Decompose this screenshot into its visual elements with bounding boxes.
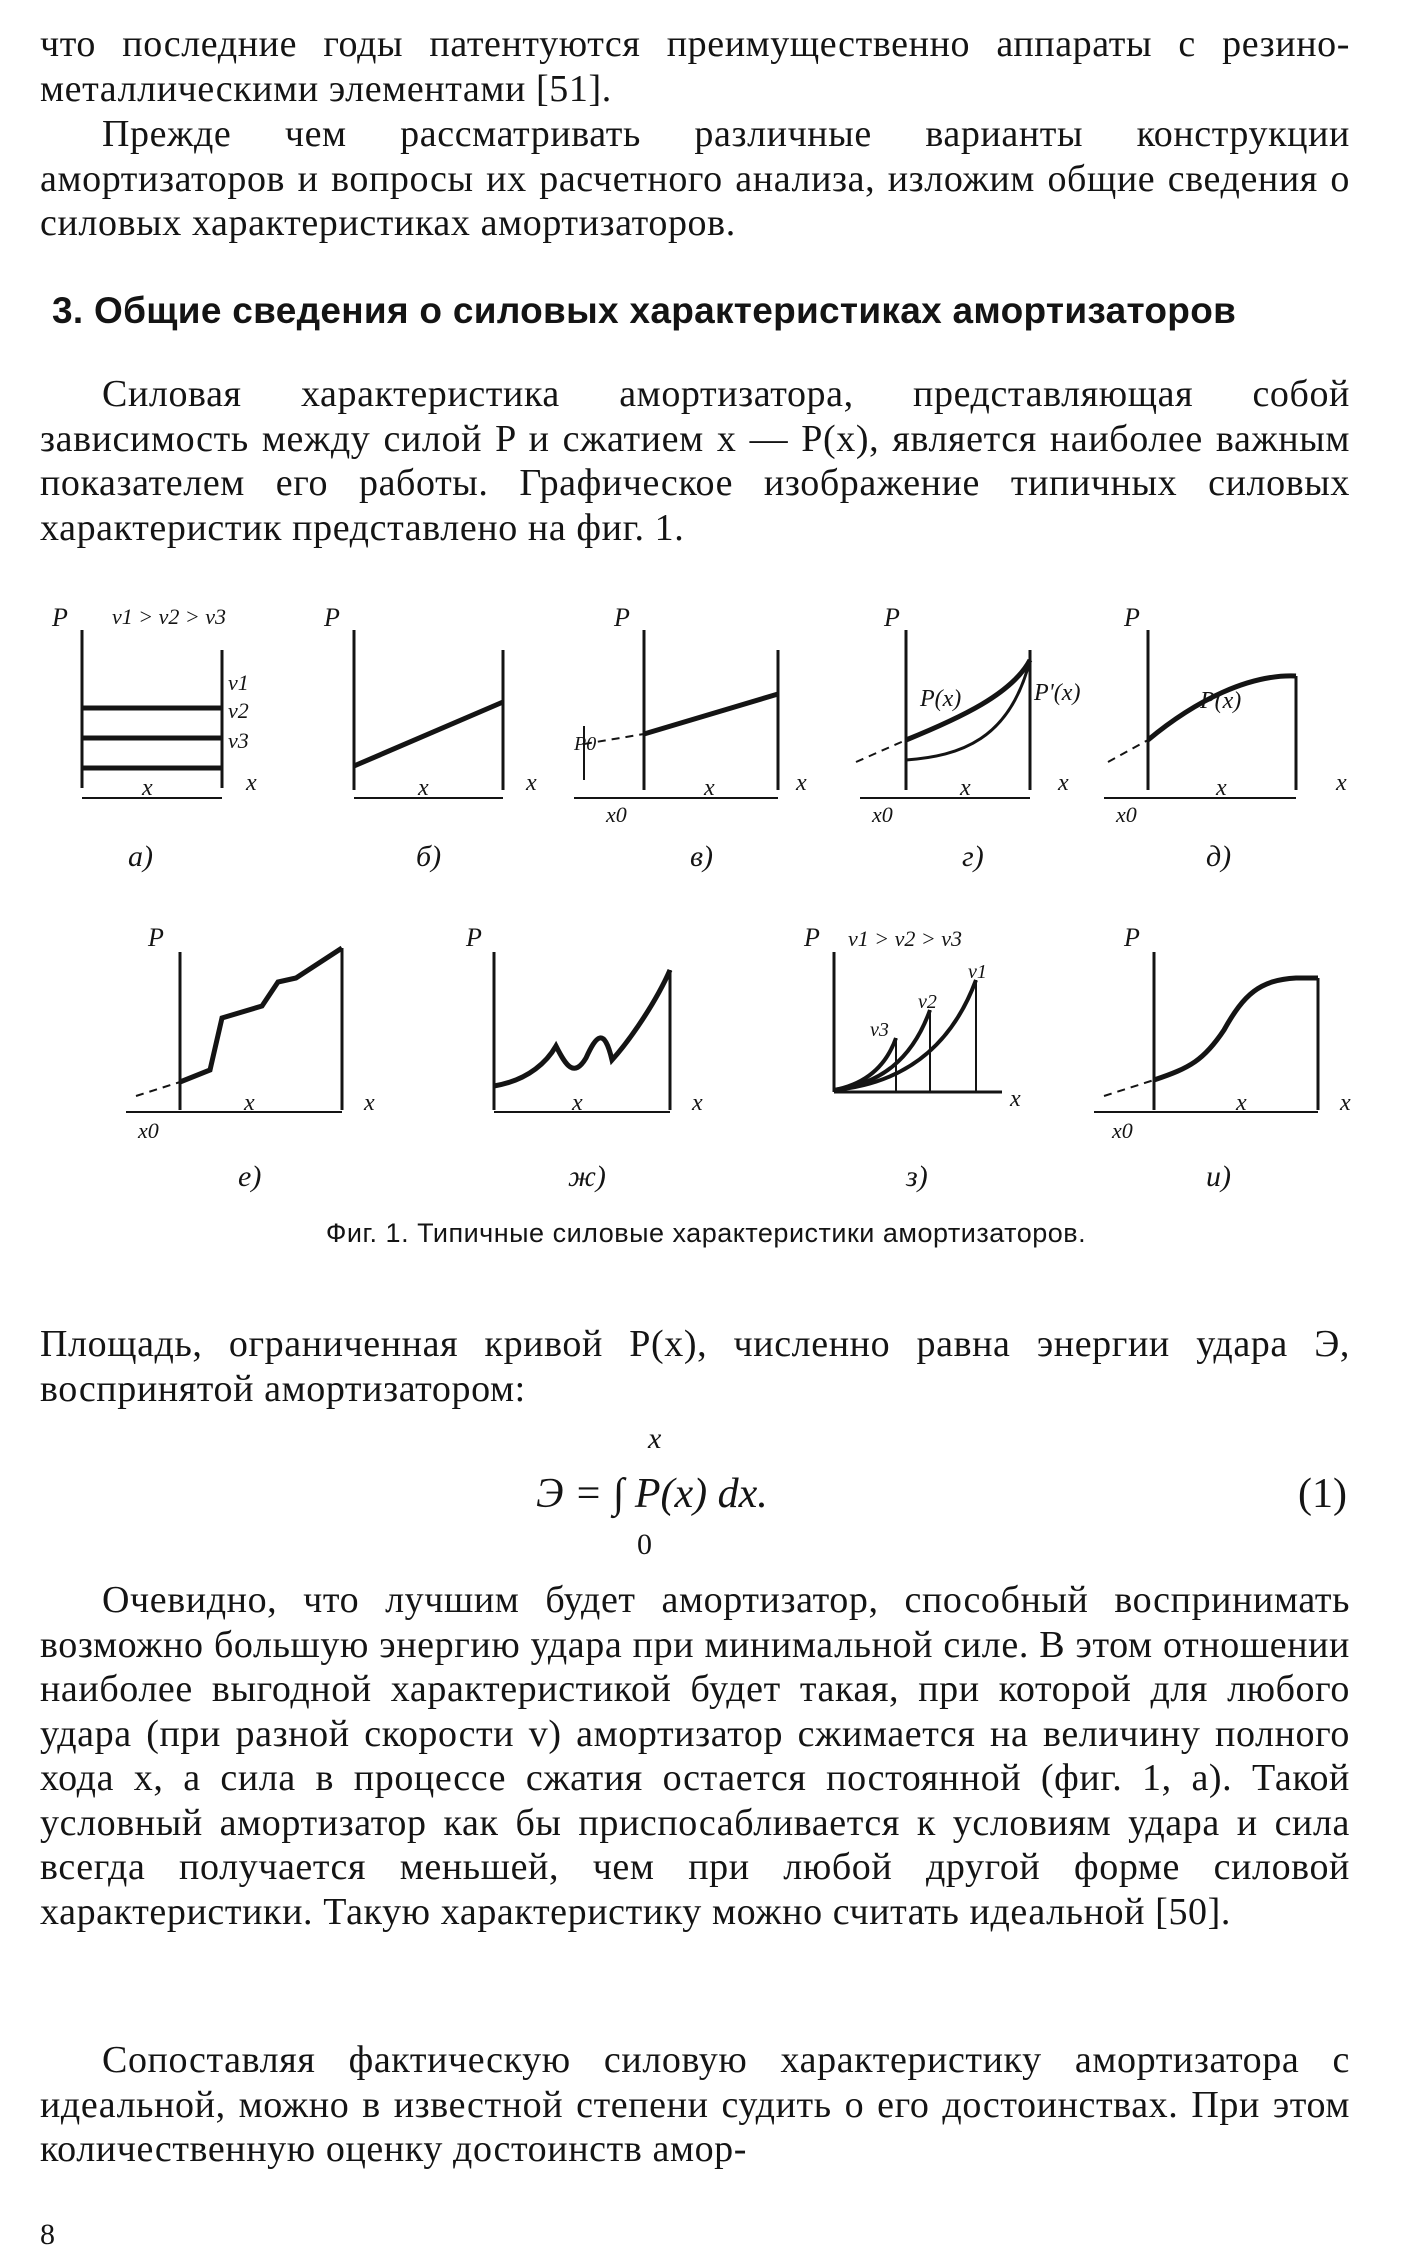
dimension-x-label: x <box>960 775 971 801</box>
dashed-extension <box>856 740 906 762</box>
panel-a <box>51 603 257 873</box>
panel-label-v: в) <box>690 840 714 873</box>
paragraph-2: Силовая характеристика амортизатора, представляющая собой зависимость между силой P и сжатием x — P(x), является наиболее важным показателем его работы. Графическое изображение типичных силовых характеристик представлено на фиг. 1. <box>40 373 1350 549</box>
dimension-x-label: x <box>1216 775 1227 801</box>
panel-v <box>573 603 807 873</box>
label-x0: x0 <box>1112 1118 1133 1143</box>
force-curve <box>494 970 670 1086</box>
page-number: 8 <box>40 2218 55 2251</box>
panel-g <box>856 603 1080 873</box>
dashed-extension <box>1104 1080 1154 1096</box>
dimension-x-label: x <box>244 1090 255 1116</box>
force-curve <box>180 948 342 1082</box>
paragraph-0: что последние годы патентуются преимущественно аппараты с резино-металлическими элементами [51]. <box>40 23 1350 110</box>
axis-label-p: P <box>324 603 340 632</box>
axis-label-p: P <box>1124 923 1140 952</box>
panel-label-b: б) <box>416 840 442 873</box>
panel-e <box>126 923 375 1193</box>
section-heading: 3. Общие сведения о силовых характеристиках амортизаторов <box>52 290 1237 331</box>
panel-label-a: а) <box>128 840 153 873</box>
panel-label-z: з) <box>906 1160 928 1193</box>
formula-lower-limit: 0 <box>637 1528 652 1561</box>
dimension-x-label: x <box>418 775 429 801</box>
dimension-x-label: x <box>1236 1090 1247 1116</box>
formula-upper-limit: x <box>648 1422 662 1455</box>
panel-label-i: и) <box>1206 1160 1231 1193</box>
formula-number: (1) <box>1298 1471 1347 1517</box>
label-v1: v1 <box>968 961 987 983</box>
panel-zh <box>465 923 703 1193</box>
axis-label-x: x <box>526 770 537 796</box>
label-x0: x0 <box>1116 802 1137 827</box>
force-curve <box>1154 978 1318 1080</box>
panel-z <box>803 923 1021 1193</box>
axis-label-p: P <box>466 923 482 952</box>
paragraph-1: Прежде чем рассматривать различные варианты конструкции амортизаторов и вопросы их расчетного анализа, изложим общие сведения о силовых характеристиках амортизаторов. <box>40 113 1350 244</box>
formula-1 <box>0 1422 1412 1580</box>
label-pprime: P'(x) <box>1034 680 1081 706</box>
axis-label-p: P <box>614 603 630 632</box>
panel-label-g: г) <box>962 840 984 873</box>
label-x0: x0 <box>872 802 893 827</box>
label-x0: x0 <box>138 1118 159 1143</box>
axis-label-x: x <box>1336 770 1347 796</box>
dimension-x-label: x <box>142 775 153 801</box>
axis-label-x: x <box>1058 770 1069 796</box>
panel-label-zh: ж) <box>568 1160 606 1193</box>
label-v2: v2 <box>228 698 249 723</box>
axis-label-x: x <box>1010 1086 1021 1112</box>
label-p0: P0 <box>574 733 597 755</box>
axis-label-p: P <box>884 603 900 632</box>
label-x0: x0 <box>606 802 627 827</box>
formula-expression: Э = ∫ P(x) dx. <box>536 1471 768 1517</box>
paragraph-3: Площадь, ограниченная кривой P(x), численно равна энергии удара Э, воспринятой амортизатором: <box>40 1323 1350 1410</box>
force-line <box>644 694 778 734</box>
axis-label-x: x <box>364 1090 375 1116</box>
axis-label-p: P <box>52 603 68 632</box>
panel-label-d: д) <box>1206 840 1232 873</box>
paragraph-4: Очевидно, что лучшим будет амортизатор, способный воспринимать возможно большую энергию удара при минимальной силе. В этом отношении наиболее выгодной характеристикой будет такая, при которой для любого удара (при разной скорости v) амортизатор сжимается на величину полного хода x, а сила в процессе сжатия остается постоянной (фиг. 1, a). Такой условный амортизатор как бы приспосабливается к условиям удара и сила всегда получается меньшей, чем при любой другой форме силовой характеристики. Такую характеристику можно считать идеальной [50]. <box>40 1579 1350 1933</box>
axis-label-p: P <box>1124 603 1140 632</box>
axis-label-x: x <box>796 770 807 796</box>
dashed-extension <box>1108 740 1148 762</box>
dimension-x-label: x <box>572 1090 583 1116</box>
panel-b <box>323 603 537 873</box>
axis-label-x: x <box>1340 1090 1351 1116</box>
label-px: P(x) <box>1200 688 1242 714</box>
label-v3: v3 <box>228 728 249 753</box>
dashed-extension <box>136 1082 180 1096</box>
paragraph-5: Сопоставляя фактическую силовую характеристику амортизатора с идеальной, можно в известной степени судить о его достоинствах. При этом количественную оценку достоинств амор- <box>40 2039 1350 2170</box>
panel-i <box>1094 923 1351 1193</box>
figure-1 <box>0 590 1412 1210</box>
dimension-x-label: x <box>704 775 715 801</box>
figure-caption: Фиг. 1. Типичные силовые характеристики амортизаторов. <box>325 1218 1087 1248</box>
curve-v1 <box>834 980 976 1090</box>
velocity-order-label: v1 > v2 > v3 <box>112 604 226 629</box>
axis-label-x: x <box>692 1090 703 1116</box>
velocity-order-label: v1 > v2 > v3 <box>848 926 962 951</box>
label-v3: v3 <box>870 1019 889 1041</box>
axis-label-p: P <box>148 923 164 952</box>
axis-label-p: P <box>804 923 820 952</box>
label-px: P(x) <box>920 686 962 712</box>
panel-label-e: е) <box>238 1160 262 1193</box>
axis-label-x: x <box>246 770 257 796</box>
label-v2: v2 <box>918 991 937 1013</box>
label-v1: v1 <box>228 670 249 695</box>
panel-d <box>1104 603 1347 873</box>
force-line <box>354 702 503 766</box>
